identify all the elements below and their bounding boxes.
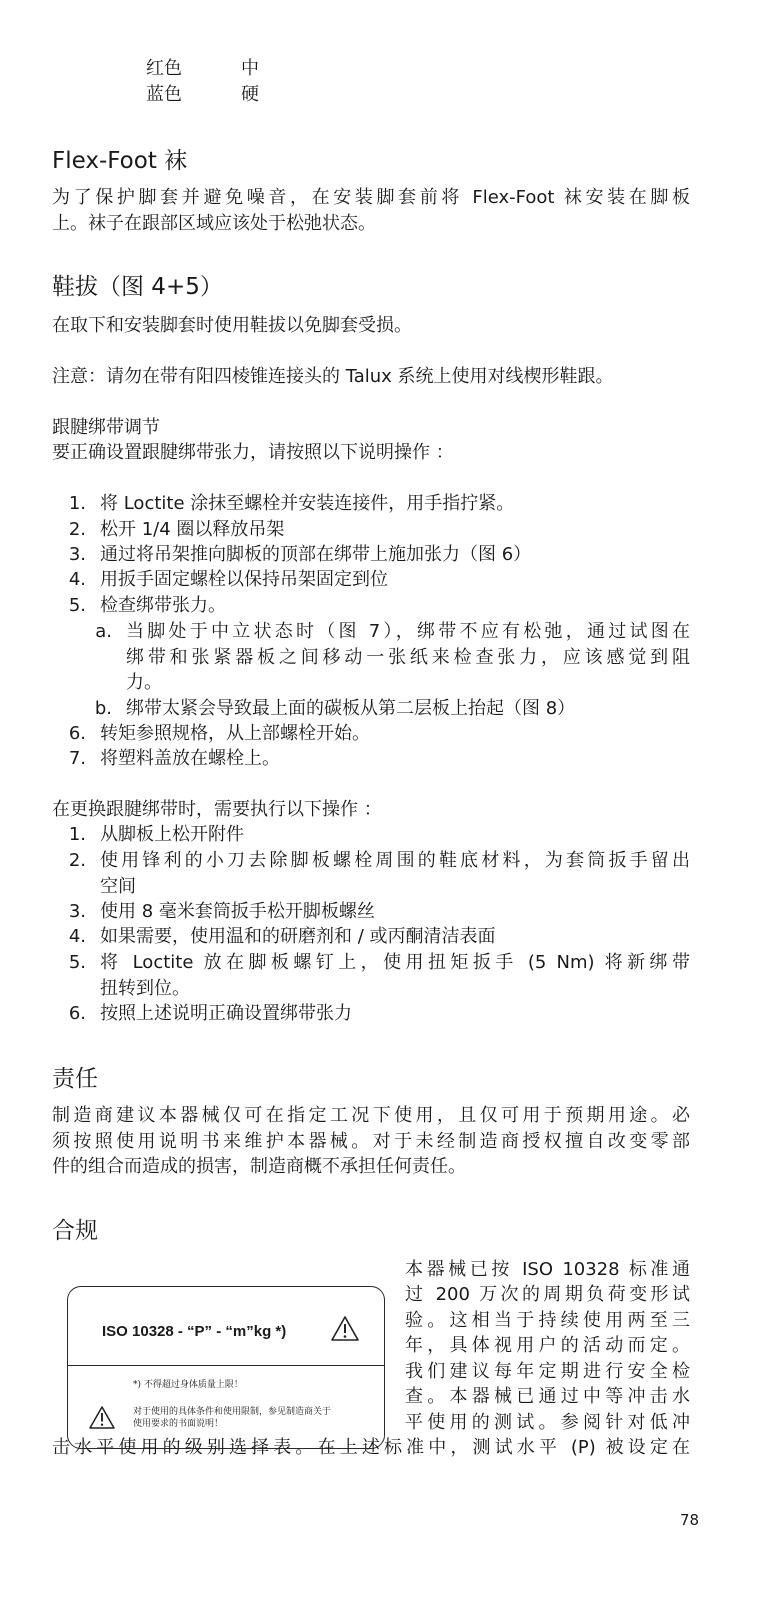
iso-label-box [67, 1286, 385, 1449]
step-a-7-text: 将塑料盖放在螺栓上。 [100, 748, 280, 769]
step-b-3-text: 使用 8 毫米套筒扳手松开脚板螺丝 [100, 901, 375, 922]
step-b-2-line-2: 空间 [100, 876, 136, 897]
compliance-right-line-6: 查。本器械已通过中等冲击水 [405, 1386, 690, 1407]
compliance-right-line-2: 过 200 万次的周期负荷变形试 [405, 1284, 690, 1305]
substep-a-line-1: 当脚处于中立状态时（图 7），绑带不应有松弛，通过试图在 [126, 621, 690, 642]
achilles-title: 跟腱绑带调节 [52, 417, 160, 438]
compliance-full-line: 击水平使用的级别选择表。在上述标准中，测试水平 (P) 被设定在 [52, 1437, 690, 1458]
step-b-4-text: 如果需要，使用温和的研磨剂和 / 或丙酮清洁表面 [100, 926, 496, 947]
iso-label-note-1: *) 不得超过身体质量上限！ [133, 1380, 243, 1390]
shoehorn-text: 在取下和安装脚套时使用鞋拔以免脚套受损。 [52, 315, 412, 336]
iso-label-note-2-line-1: 对于使用的具体条件和使用限制，参见制造商关于 [133, 1407, 332, 1417]
step-a-2-text: 松开 1/4 圈以释放吊架 [100, 519, 285, 540]
step-b-1-text: 从脚板上松开附件 [100, 824, 244, 845]
step-a-6-num: 6. [68, 723, 86, 744]
compliance-right-line-5: 我们建议每年定期进行安全检 [405, 1361, 690, 1382]
compliance-right-line-4: 年，具体视用户的活动而定。 [405, 1335, 690, 1356]
step-a-2-num: 2. [68, 519, 86, 540]
step-a-3-num: 3. [68, 544, 86, 565]
iso-label-main: ISO 10328 - “P” - “m”kg *) [102, 1323, 287, 1340]
sock-line-2: 上。袜子在跟部区域应该处于松弛状态。 [52, 213, 376, 234]
step-b-4-num: 4. [68, 926, 86, 947]
sock-line-1: 为了保护脚套并避免噪音，在安装脚套前将 Flex-Foot 袜安装在脚板 [52, 187, 690, 208]
replace-intro: 在更换跟腱绑带时，需要执行以下操作 ： [52, 799, 382, 820]
step-a-4-text: 用扳手固定螺栓以保持吊架固定到位 [100, 569, 388, 590]
note-text: 注意：请勿在带有阳四棱锥连接头的 Talux 系统上使用对线楔形鞋跟。 [52, 366, 614, 387]
liability-heading: 责任 [52, 1066, 98, 1092]
page-number: 78 [680, 1511, 700, 1529]
step-a-5-num: 5. [68, 595, 86, 616]
substep-a-line-3: 力。 [126, 672, 162, 693]
substep-a-label: a. [95, 621, 112, 642]
step-b-5-line-2: 扭转到位。 [100, 978, 190, 999]
step-a-7-num: 7. [68, 748, 86, 769]
step-b-5-num: 5. [68, 952, 86, 973]
compliance-right-line-1: 本器械已按 ISO 10328 标准通 [405, 1259, 690, 1280]
liability-line-3: 件的组合而造成的损害，制造商概不承担任何责任。 [52, 1156, 466, 1177]
compliance-right-line-3: 验。这相当于持续使用两至三 [405, 1310, 690, 1331]
warning-icon-small [88, 1405, 116, 1430]
shoehorn-heading: 鞋拔（图 4+5） [52, 274, 223, 300]
iso-label-note-2-line-2: 使用要求的书面说明！ [133, 1419, 224, 1429]
step-b-6-num: 6. [68, 1003, 86, 1024]
achilles-intro: 要正确设置跟腱绑带张力，请按照以下说明操作 ： [52, 442, 454, 463]
step-b-5-line-1: 将 Loctite 放在脚板螺钉上，使用扭矩扳手 (5 Nm) 将新绑带 [100, 952, 690, 973]
step-b-2-num: 2. [68, 850, 86, 871]
step-b-1-num: 1. [68, 824, 86, 845]
step-a-4-num: 4. [68, 569, 86, 590]
sock-heading: Flex-Foot 袜 [52, 148, 188, 174]
step-b-6-text: 按照上述说明正确设置绑带张力 [100, 1003, 352, 1024]
step-a-3-text: 通过将吊架推向脚板的顶部在绑带上施加张力（图 6） [100, 544, 532, 565]
liability-line-2: 须按照使用说明书来维护本器械。对于未经制造商授权擅自改变零部 [52, 1131, 690, 1152]
step-a-5-text: 检查绑带张力。 [100, 595, 226, 616]
substep-b-text: 绑带太紧会导致最上面的碳板从第二层板上抬起（图 8） [126, 698, 576, 719]
substep-b-label: b. [94, 698, 112, 719]
step-b-3-num: 3. [68, 901, 86, 922]
compliance-right-line-7: 平使用的测试。参阅针对低冲 [405, 1412, 690, 1433]
compliance-heading: 合规 [52, 1218, 98, 1244]
table-color-red: 红色 [146, 58, 182, 79]
step-a-1-num: 1. [68, 493, 86, 514]
table-level-hard: 硬 [241, 84, 259, 105]
substep-a-line-2: 绑带和张紧器板之间移动一张纸来检查张力，应该感觉到阻 [126, 647, 690, 668]
step-a-1-text: 将 Loctite 涂抹至螺栓并安装连接件，用手指拧紧。 [100, 493, 515, 514]
table-level-medium: 中 [241, 58, 259, 79]
step-b-2-line-1: 使用锋利的小刀去除脚板螺栓周围的鞋底材料，为套筒扳手留出 [100, 850, 690, 871]
warning-icon [330, 1315, 360, 1342]
liability-line-1: 制造商建议本器械仅可在指定工况下使用，且仅可用于预期用途。必 [52, 1105, 690, 1126]
table-color-blue: 蓝色 [146, 84, 182, 105]
step-a-6-text: 转矩参照规格，从上部螺栓开始。 [100, 723, 370, 744]
iso-label-divider [68, 1365, 384, 1366]
